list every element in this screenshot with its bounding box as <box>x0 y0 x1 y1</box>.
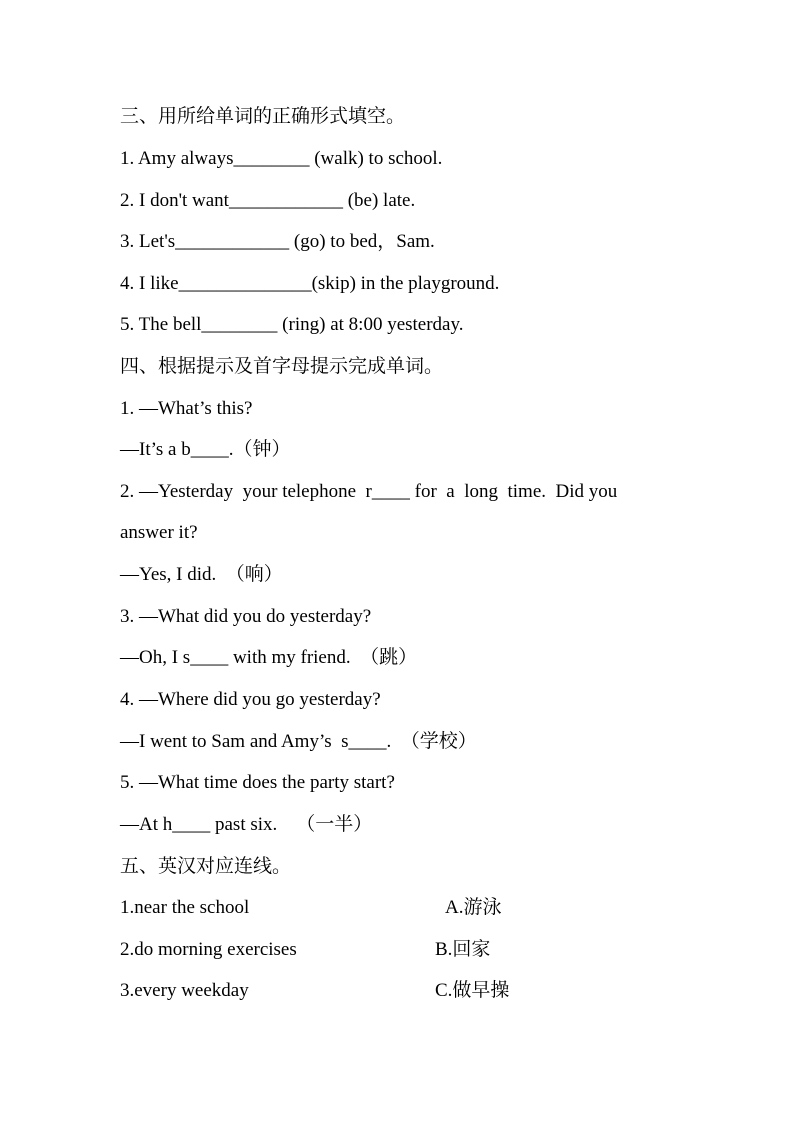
section-3-item-5: 5. The bell________ (ring) at 8:00 yesterday. <box>120 314 464 335</box>
section-4-answer-3: —Oh, I s____ with my friend. （跳） <box>120 647 418 668</box>
section-4-question-3: 3. —What did you do yesterday? <box>120 606 372 627</box>
section-5-right-a: A.游泳 <box>445 897 502 918</box>
section-3-item-3: 3. Let's____________ (go) to bed，Sam. <box>120 231 435 252</box>
section-4-heading: 四、根据提示及首字母提示完成单词。 <box>120 356 444 377</box>
section-3-item-2: 2. I don't want____________ (be) late. <box>120 190 416 211</box>
section-5-heading: 五、英汉对应连线。 <box>120 856 292 877</box>
section-4-question-2-cont: answer it? <box>120 522 198 543</box>
section-5-right-b: B.回家 <box>435 939 491 960</box>
section-3-heading: 三、用所给单词的正确形式填空。 <box>120 106 406 127</box>
section-4-question-2: 2. —Yesterday your telephone r____ for a long time. Did you <box>120 481 618 502</box>
section-3-item-1: 1. Amy always________ (walk) to school. <box>120 148 443 169</box>
section-3-item-4: 4. I like______________(skip) in the playground. <box>120 273 500 294</box>
section-5-right-c: C.做早操 <box>435 980 510 1001</box>
section-5-left-1: 1.near the school <box>120 897 250 918</box>
section-4-question-1: 1. —What’s this? <box>120 398 253 419</box>
section-5-left-2: 2.do morning exercises <box>120 939 297 960</box>
section-4-answer-5: —At h____ past six. （一半） <box>120 814 373 835</box>
section-5-left-3: 3.every weekday <box>120 980 249 1001</box>
section-4-question-4: 4. —Where did you go yesterday? <box>120 689 381 710</box>
section-4-answer-2: —Yes, I did. （响） <box>120 564 283 585</box>
section-4-question-5: 5. —What time does the party start? <box>120 772 395 793</box>
section-4-answer-1: —It’s a b____.（钟） <box>120 439 291 460</box>
section-4-answer-4: —I went to Sam and Amy’s s____. （学校） <box>120 731 477 752</box>
